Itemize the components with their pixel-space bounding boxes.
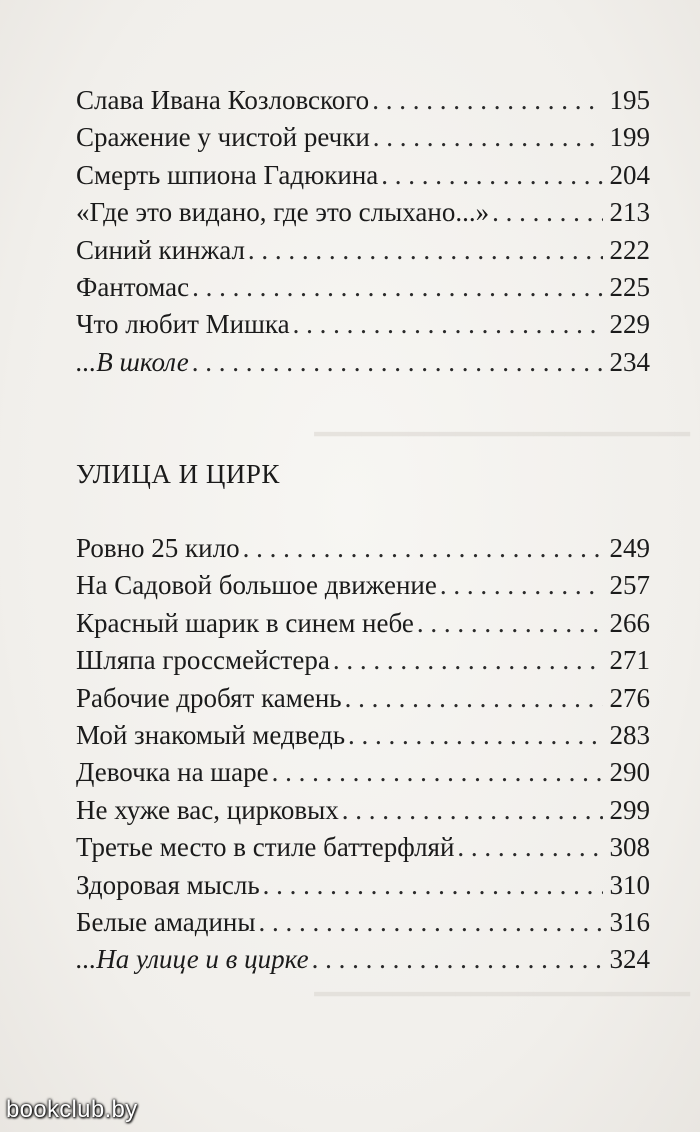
toc-entry: [76, 530, 650, 566]
toc-entry-page: 310: [609, 869, 650, 900]
toc-entry-title: Сражение у чистой речки: [76, 122, 370, 153]
toc-entry-page: 276: [609, 682, 650, 713]
toc-entry-title: Не хуже вас, цирковых: [76, 794, 339, 825]
toc-entry: [76, 194, 650, 230]
toc-entry-title: Красный шарик в синем небе: [76, 607, 414, 638]
toc-entry-page: 229: [609, 309, 650, 340]
toc-entry: [76, 904, 650, 940]
toc-entry-title: Смерть шпиона Гадюкина: [76, 159, 379, 190]
toc-entry: [76, 642, 650, 678]
toc-entry-page: 199: [609, 122, 650, 153]
dot-leader: [440, 567, 603, 603]
toc-entry-title: Слава Ивана Козловского: [76, 85, 370, 115]
section-title: УЛИЦА И ЦИРК: [76, 459, 280, 489]
dot-leader: [192, 344, 603, 380]
toc-entry: [76, 306, 650, 342]
toc-entry-page: 213: [609, 197, 650, 228]
toc-entry-title: Фантомас: [76, 272, 190, 302]
dot-leader: [248, 232, 603, 268]
toc-entry-page: 324: [609, 944, 650, 975]
watermark-text: bookclub.by: [6, 1096, 138, 1123]
dot-leader: [258, 904, 603, 940]
dot-leader: [312, 941, 603, 977]
toc-entry: [76, 269, 650, 305]
dot-leader: [192, 269, 603, 305]
toc-entry: [76, 344, 650, 380]
toc-entry: [76, 119, 650, 155]
dot-leader: [417, 605, 603, 641]
dot-leader: [345, 680, 603, 716]
toc-entry-page: 290: [609, 757, 650, 788]
toc-entry: [76, 605, 650, 641]
toc-entry-page: 266: [609, 607, 650, 638]
toc-entry-page: 316: [609, 907, 650, 937]
toc-entry-title: Третье место в стиле баттерфляй: [76, 832, 455, 863]
toc-entry-title: Девочка на шаре: [76, 757, 269, 788]
toc-entry-title: Здоровая мысль: [76, 869, 260, 900]
toc-entry: [76, 792, 650, 828]
toc-entry: [76, 829, 650, 865]
toc-entry: [76, 867, 650, 903]
toc-entry-title: «Где это видано, где это слыхано...»: [76, 197, 490, 228]
toc-entry-title: Ровно 25 кило: [76, 533, 240, 563]
dot-leader: [381, 157, 603, 193]
toc-entry-page: 308: [609, 832, 650, 863]
toc-entry-title: Белые амадины: [76, 907, 256, 937]
toc-entry-page: 283: [609, 720, 650, 750]
dot-leader: [372, 82, 603, 118]
toc-entry-title: Рабочие дробят камень: [76, 682, 342, 713]
toc-entry-title: ...В школе: [76, 346, 189, 377]
toc-entry-page: 225: [609, 272, 650, 302]
dot-leader: [272, 754, 603, 790]
toc-entry-page: 299: [609, 794, 650, 825]
dot-leader: [243, 530, 603, 566]
toc-entry: [76, 941, 650, 977]
toc-entry-page: 204: [609, 159, 650, 190]
dot-leader: [373, 119, 603, 155]
toc-entry: [76, 717, 650, 753]
toc-entry: [76, 680, 650, 716]
toc-entry: [76, 754, 650, 790]
dot-leader: [342, 792, 603, 828]
dot-leader: [293, 306, 603, 342]
toc-entry-title: Что любит Мишка: [76, 309, 290, 340]
toc-entry-title: Синий кинжал: [76, 234, 245, 265]
dot-leader: [263, 867, 603, 903]
toc-entry-page: 195: [609, 85, 650, 115]
toc-entry-title: Шляпа гроссмейстера: [76, 645, 330, 676]
toc-entry: [76, 157, 650, 193]
toc-entry-page: 249: [609, 533, 650, 563]
dot-leader: [492, 194, 603, 230]
toc-entry: [76, 82, 650, 118]
toc-entry-page: 271: [609, 645, 650, 676]
toc-entry: [76, 567, 650, 603]
show-through-decoration: ━━━━━━━━━━━━━━━━━━━━━━━━: [314, 980, 690, 1009]
show-through-decoration: ━━━━━━━━━━━━━━━━━━━━━━━━: [314, 420, 690, 449]
dot-leader: [333, 642, 603, 678]
toc-entry-page: 222: [609, 234, 650, 265]
dot-leader: [348, 717, 603, 753]
dot-leader: [457, 829, 603, 865]
toc-entry: [76, 232, 650, 268]
toc-entry-page: 257: [609, 570, 650, 601]
toc-entry-page: 234: [609, 346, 650, 377]
toc-entry-title: На Садовой большое движение: [76, 570, 437, 601]
toc-entry-title: Мой знакомый медведь: [76, 720, 346, 750]
toc-entry-title: ...На улице и в цирке: [76, 944, 309, 975]
